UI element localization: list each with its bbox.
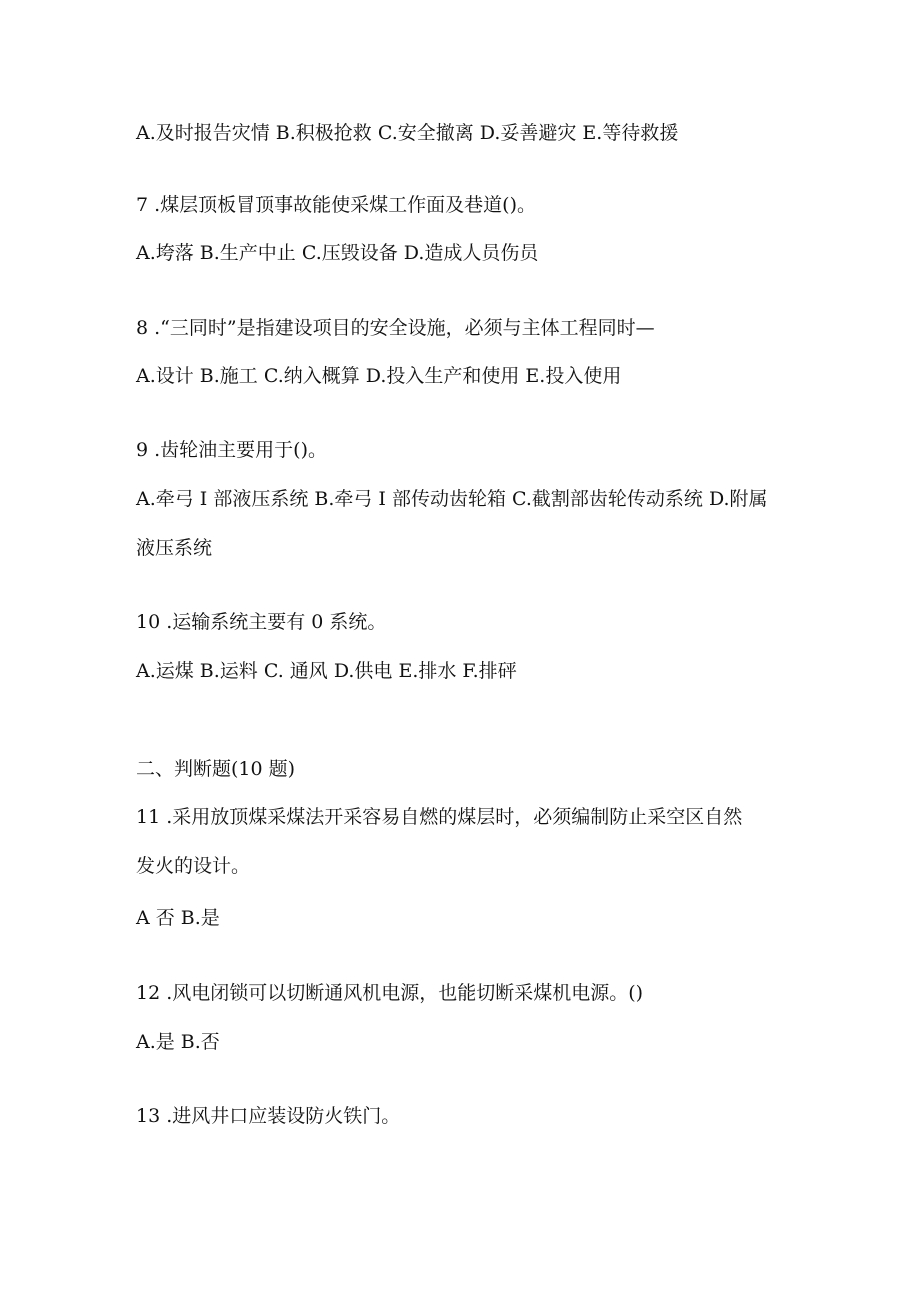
q9-options-continued: 液压系统 [136, 537, 213, 559]
q11-question: 11 .采用放顶煤采煤法开采容易自燃的煤层时，必须编制防止采空区自然 [136, 806, 743, 828]
q6-options: A.及时报告灾情 B.积极抢救 C.安全撤离 D.妥善避灾 E.等待救援 [136, 122, 679, 144]
q10-options: A.运煤 B.运料 C. 通风 D.供电 E.排水 F.排砰 [136, 660, 517, 682]
q11-question-continued: 发火的设计。 [136, 855, 251, 877]
q12-question: 12 .风电闭锁可以切断通风机电源，也能切断采煤机电源。() [136, 982, 644, 1004]
q7-question: 7 .煤层顶板冒顶事故能使采煤工作面及巷道()。 [136, 194, 536, 216]
q12-options: A.是 B.否 [136, 1031, 220, 1053]
q10-question: 10 .运输系统主要有 0 系统。 [136, 611, 387, 633]
q9-options: A.牵弓 I 部液压系统 B.牵弓 I 部传动齿轮箱 C.截割部齿轮传动系统 D.附属 [136, 488, 768, 510]
q8-question: 8 .“三同时”是指建设项目的安全设施，必须与主体工程同时— [136, 317, 655, 339]
q13-question: 13 .进风井口应装设防火铁门。 [136, 1105, 401, 1127]
q9-question: 9 .齿轮油主要用于()。 [136, 439, 327, 461]
q8-options: A.设计 B.施工 C.纳入概算 D.投入生产和使用 E.投入使用 [136, 365, 622, 387]
section-heading-judgment: 二、判断题(10 题) [136, 758, 296, 780]
q7-options: A.垮落 B.生产中止 C.压毁设备 D.造成人员伤员 [136, 242, 539, 264]
q11-options: A 否 B.是 [136, 907, 220, 929]
